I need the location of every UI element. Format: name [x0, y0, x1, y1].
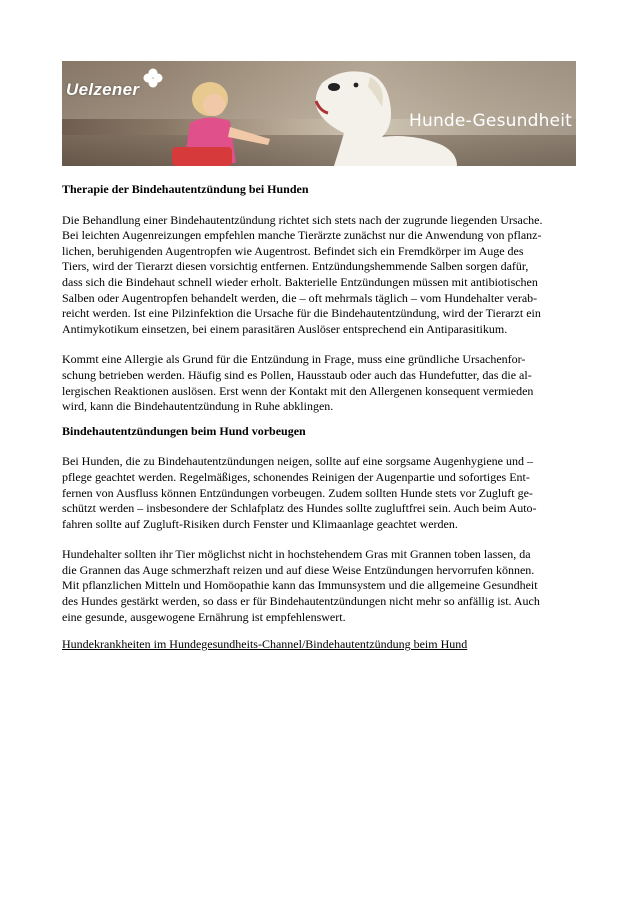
girl-illustration	[152, 75, 282, 166]
paragraph-therapy: Die Behandlung einer Bindehautentzündung richtet sich stets nach der zugrunde liegenden Ursache. Bei leichten Augenreizungen empfehlen manche Tierärzte zunächst nur die Anwendung von pflanz- lichen, beruhigenden Augentropfen wie Augentrost. Befindet sich ein Fremdkörper im Auge des Tiers, wird der Tierarzt diesen vorsichtig entfernen. Entzündungshemmende Salben sorgen dafür, dass sich die Bindehaut schnell wieder erholt. Bakterielle Entzündungen müssen mit antibiotischen Salben oder Augentropfen behandelt werden, die – oft mehrmals täglich – vom Hundehalter verab- reicht werden. Ist eine Pilzinfektion die Ursache für die Bindehautentzündung, wird der Tierarzt ein Antimykotikum einsetzen, bei einem parasitären Auslöser entsprechend ein Antiparasitikum.	[62, 212, 543, 336]
banner-title: Hunde-Gesundheit	[409, 111, 572, 131]
article-body	[62, 182, 578, 653]
paragraph-grass: Hundehalter sollten ihr Tier möglichst nicht in hochstehendem Gras mit Grannen toben lassen, da die Grannen das Auge schmerzhaft reizen und auf diese Weise Entzündungen hervorrufen können. Mit pflanzlichen Mitteln und Homöopathie kann das Immunsystem und die allgemeine Gesundheit des Hundes gestärkt werden, so dass er für Bindehautentzündungen nicht mehr so anfällig ist. Auch eine gesunde, ausgewogene Ernährung ist empfehlenswert.	[62, 547, 540, 624]
clover-logo-icon	[142, 67, 164, 89]
heading-therapy: Therapie der Bindehautentzündung bei Hunden	[62, 182, 309, 196]
channel-link[interactable]: Hundekrankheiten im Hundegesundheits-Channel/Bindehautentzündung beim Hund	[62, 637, 468, 652]
paragraph-allergy: Kommt eine Allergie als Grund für die Entzündung in Frage, muss eine gründliche Ursachenfor- schung betrieben werden. Häufig sind es Pollen, Hausstaub oder auch das Hundefutter, das die al- lergischen Reaktionen auslösen. Erst wenn der Kontakt mit den Allergenen konsequent vermieden wird, kann die Bindehautentzündung in Ruhe abklingen.	[62, 352, 534, 414]
brand-logo: Uelzener	[66, 80, 140, 99]
paragraph-hygiene: Bei Hunden, die zu Bindehautentzündungen neigen, sollte auf eine sorgsame Augenhygiene und – pflege geachtet werden. Regelmäßiges, schonendes Reinigen der Augenpartie und sofortiges Ent- fernen von Ausfluss können Entzündungen vorbeugen. Zudem sollten Hunde stets vor Zugluft ge- schützt werden – insbesondere der Schlafplatz des Hundes sollte zugluftfrei sein. Auch beim Auto- fahren sollte auf Zugluft-Risiken durch Fenster und Klimaanlage geachtet werden.	[62, 454, 537, 531]
header-banner	[62, 61, 576, 166]
heading-prevention: Bindehautentzündungen beim Hund vorbeugen	[62, 423, 306, 438]
